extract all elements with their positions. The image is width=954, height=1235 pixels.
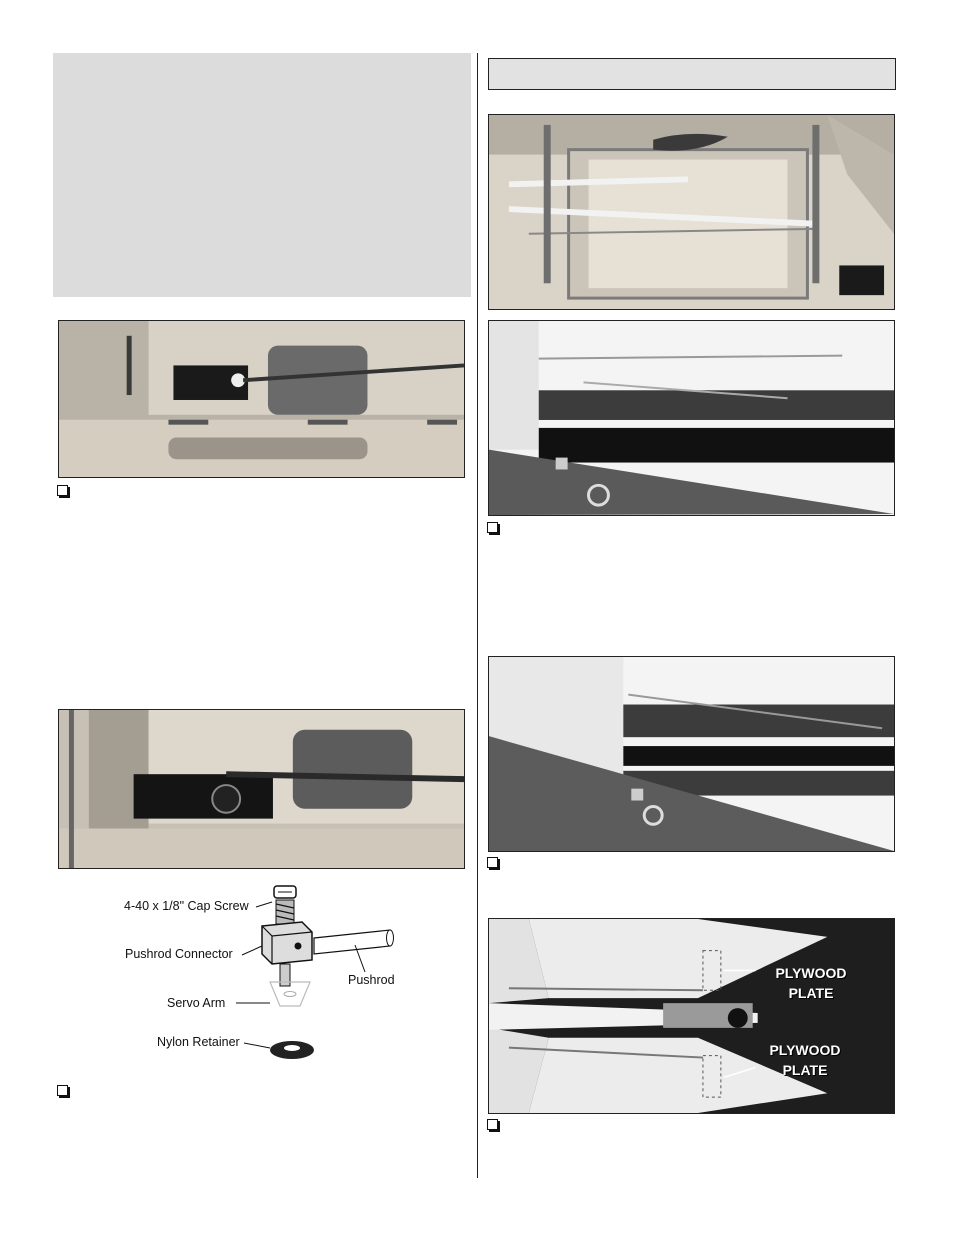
photo-fuselage-side-1 — [488, 320, 895, 516]
step-checkbox[interactable] — [57, 485, 68, 496]
section-header-bar — [488, 58, 896, 90]
info-box — [53, 53, 471, 297]
servo-arm-label: Servo Arm — [167, 996, 226, 1010]
photo-servo-pushrod — [58, 709, 465, 869]
photo-servo-tray — [58, 320, 465, 478]
photo-fuselage-side-2 — [488, 656, 895, 852]
column-divider — [477, 53, 478, 1178]
cap-screw-label: 4-40 x 1/8" Cap Screw — [124, 899, 249, 913]
pushrod-connector-label: Pushrod Connector — [125, 947, 233, 961]
photo-tail-plywood — [488, 918, 895, 1114]
plywood-plate-label-bottom: PLYWOOD PLATE — [769, 1042, 841, 1078]
pushrod-label: Pushrod — [348, 973, 395, 987]
step-checkbox[interactable] — [487, 1119, 498, 1130]
plywood-plate-label-top: PLYWOOD PLATE — [775, 965, 847, 1001]
nylon-retainer-label: Nylon Retainer — [157, 1035, 240, 1049]
step-checkbox[interactable] — [487, 857, 498, 868]
step-checkbox[interactable] — [57, 1085, 68, 1096]
step-checkbox[interactable] — [487, 522, 498, 533]
photo-fuselage-interior — [488, 114, 895, 310]
